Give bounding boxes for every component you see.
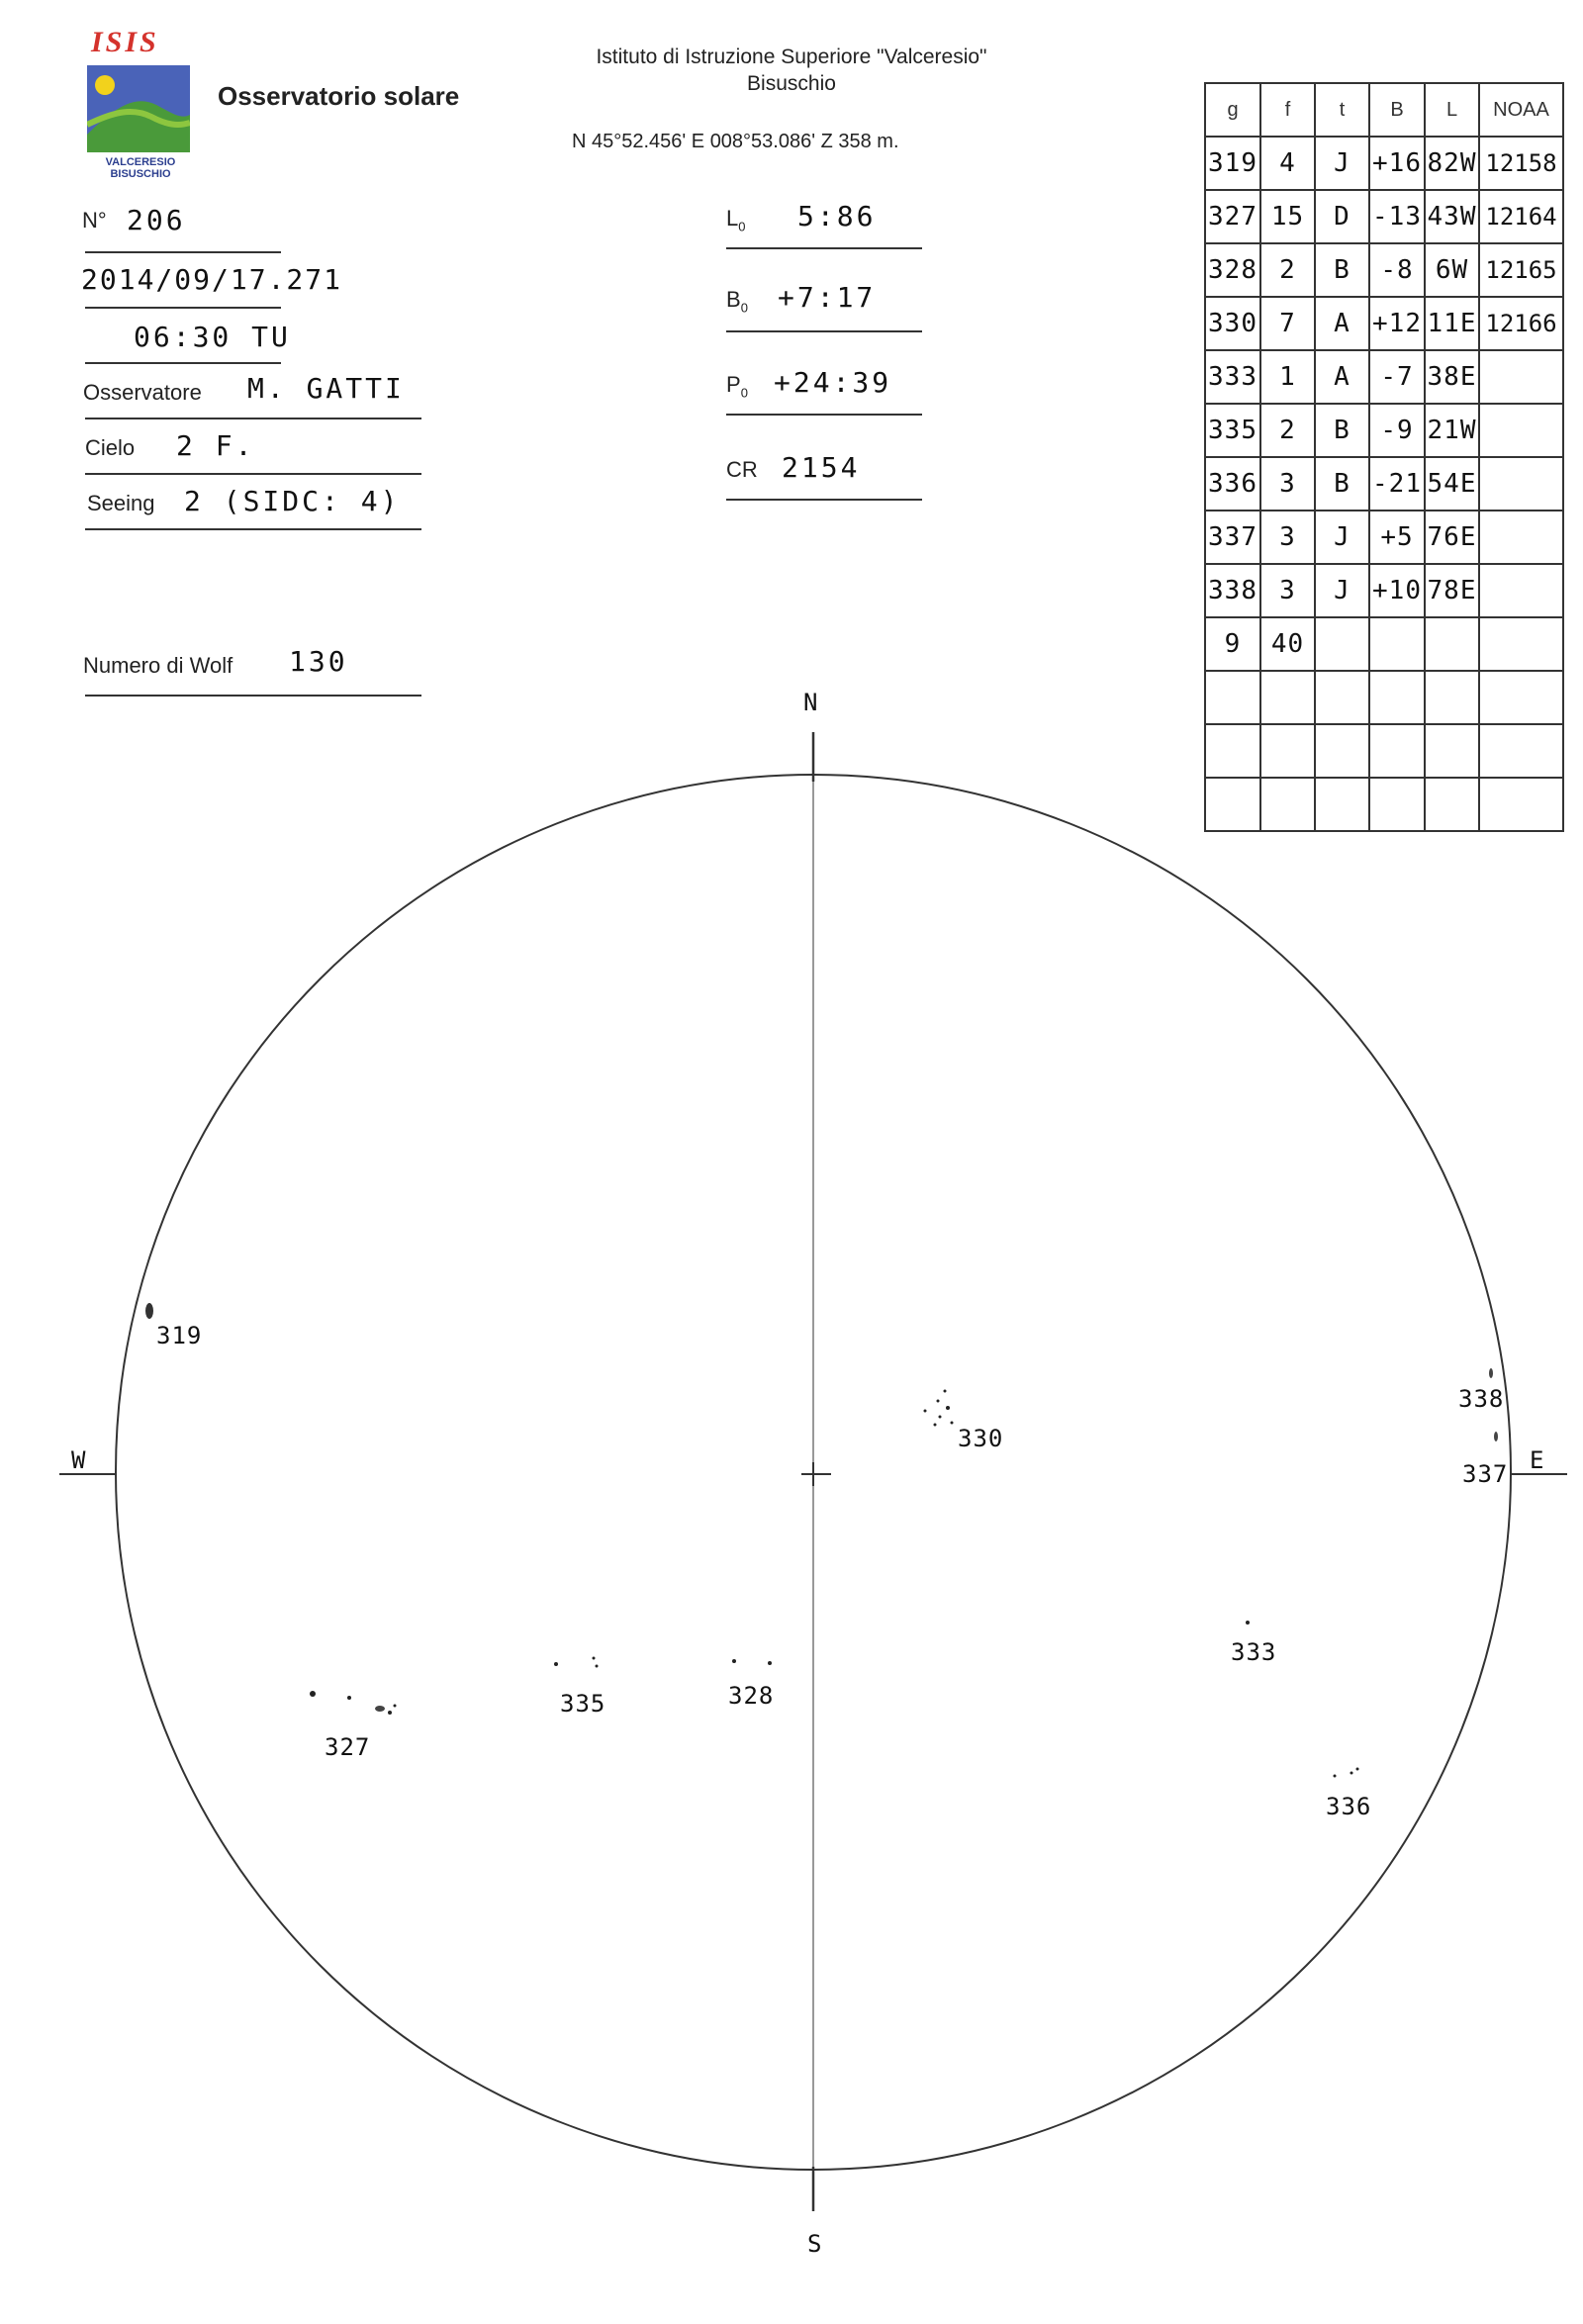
table-cell-g: 336 — [1205, 457, 1260, 511]
table-cell-f: 2 — [1260, 243, 1315, 297]
west-label: W — [71, 1446, 86, 1474]
logo-wordmark: ISIS — [91, 26, 159, 58]
north-label: N — [803, 689, 818, 716]
table-cell-b: -21 — [1369, 457, 1425, 511]
spot-330-c — [946, 1406, 950, 1410]
table-cell-l: 21W — [1425, 404, 1479, 457]
table-header-g: g — [1205, 83, 1260, 137]
spot-327-e — [394, 1705, 397, 1708]
b0-value: +7:17 — [778, 281, 877, 314]
table-cell-t: J — [1315, 511, 1369, 564]
cr-label: CR — [726, 457, 758, 482]
p0-label: $P_0$ — [726, 372, 748, 401]
table-cell-t: D — [1315, 190, 1369, 243]
spot-335-a — [554, 1662, 558, 1666]
table-cell-b: +16 — [1369, 137, 1425, 190]
spot-335-b — [593, 1657, 596, 1660]
observer-value: M. GATTI — [247, 372, 405, 405]
table-cell-l: 76E — [1425, 511, 1479, 564]
south-label: S — [807, 2230, 822, 2258]
spot-328-b — [768, 1661, 772, 1665]
table-cell-f: 40 — [1260, 617, 1315, 671]
wolf-label: Numero di Wolf — [83, 653, 233, 678]
table-cell-t: J — [1315, 137, 1369, 190]
l0-value: 5:86 — [797, 200, 877, 232]
table-cell-f: 7 — [1260, 297, 1315, 350]
seeing-value: 2 (SIDC: 4) — [184, 485, 401, 517]
cr-value: 2154 — [782, 451, 861, 484]
table-cell-f: 3 — [1260, 457, 1315, 511]
spot-336-b — [1350, 1772, 1353, 1775]
page-title: Osservatorio solare — [218, 81, 460, 111]
sky-value: 2 F. — [176, 429, 255, 462]
spot-330-g — [934, 1424, 937, 1427]
table-cell-t: B — [1315, 404, 1369, 457]
spot-338 — [1489, 1368, 1493, 1378]
table-cell-f: 4 — [1260, 137, 1315, 190]
spot-327-c — [375, 1706, 385, 1712]
table-cell-f: 2 — [1260, 404, 1315, 457]
table-cell-f: 1 — [1260, 350, 1315, 404]
group-label-333: 333 — [1231, 1638, 1277, 1666]
table-cell-g: 9 — [1205, 617, 1260, 671]
spot-327-a — [310, 1691, 316, 1697]
number-value: 206 — [127, 204, 186, 236]
observatory-coordinates: N 45°52.456' E 008°53.086' Z 358 m. — [572, 131, 899, 152]
table-cell-l: 43W — [1425, 190, 1479, 243]
table-cell-b: -13 — [1369, 190, 1425, 243]
table-cell-b: +5 — [1369, 511, 1425, 564]
table-cell-t: A — [1315, 350, 1369, 404]
institute-line1: Istituto di Istruzione Superiore "Valceresio" — [596, 46, 987, 68]
table-cell-b: -8 — [1369, 243, 1425, 297]
group-label-335: 335 — [560, 1690, 606, 1718]
table-cell-g: 319 — [1205, 137, 1260, 190]
spot-336-c — [1356, 1768, 1359, 1771]
table-cell-f: 3 — [1260, 511, 1315, 564]
spot-336-a — [1334, 1775, 1337, 1778]
spot-333 — [1246, 1621, 1250, 1625]
table-cell-f: 3 — [1260, 564, 1315, 617]
table-cell-b: -7 — [1369, 350, 1425, 404]
spot-327-d — [388, 1711, 392, 1715]
spot-337 — [1494, 1432, 1498, 1441]
group-label-319: 319 — [156, 1322, 203, 1349]
group-label-328: 328 — [728, 1682, 775, 1710]
table-cell-g: 333 — [1205, 350, 1260, 404]
group-label-327: 327 — [325, 1733, 371, 1761]
table-cell-l: 38E — [1425, 350, 1479, 404]
table-header-noaa: NOAA — [1479, 83, 1563, 137]
table-cell-g: 327 — [1205, 190, 1260, 243]
group-label-338: 338 — [1458, 1385, 1505, 1413]
spot-330-b — [937, 1400, 940, 1403]
wolf-value: 130 — [289, 645, 348, 678]
observer-label: Osservatore — [83, 380, 202, 405]
spot-335-c — [596, 1665, 599, 1668]
table-cell-g: 330 — [1205, 297, 1260, 350]
spot-330-f — [951, 1422, 954, 1425]
east-label: E — [1530, 1446, 1544, 1474]
table-cell-f: 15 — [1260, 190, 1315, 243]
table-cell-l: 54E — [1425, 457, 1479, 511]
table-cell-t: B — [1315, 243, 1369, 297]
p0-value: +24:39 — [774, 366, 892, 399]
group-label-337: 337 — [1462, 1460, 1509, 1488]
sky-label: Cielo — [85, 435, 136, 460]
seeing-label: Seeing — [87, 491, 155, 515]
table-cell-noaa: 12166 — [1479, 297, 1563, 350]
spot-330-d — [924, 1410, 927, 1413]
table-cell-g: 335 — [1205, 404, 1260, 457]
table-header-l: L — [1425, 83, 1479, 137]
table-cell-b: +10 — [1369, 564, 1425, 617]
table-cell-noaa: 12165 — [1479, 243, 1563, 297]
table-cell-b: -9 — [1369, 404, 1425, 457]
table-cell-l: 82W — [1425, 137, 1479, 190]
table-header-t: t — [1315, 83, 1369, 137]
b0-label: $B_0$ — [726, 287, 748, 316]
spot-330-a — [944, 1390, 947, 1393]
date-value: 2014/09/17.271 — [81, 263, 343, 296]
group-label-330: 330 — [958, 1425, 1004, 1452]
institute-line2: Bisuschio — [747, 72, 836, 95]
table-cell-noaa: 12158 — [1479, 137, 1563, 190]
table-header-b: B — [1369, 83, 1425, 137]
spot-327-b — [347, 1696, 351, 1700]
spot-319 — [145, 1303, 153, 1319]
table-cell-g: 328 — [1205, 243, 1260, 297]
table-cell-t: J — [1315, 564, 1369, 617]
logo-subtitle-line1: VALCERESIO — [105, 156, 176, 168]
group-label-336: 336 — [1326, 1793, 1372, 1820]
number-label: N° — [82, 208, 107, 232]
table-header-f: f — [1260, 83, 1315, 137]
table-cell-g: 338 — [1205, 564, 1260, 617]
l0-label: $L_0$ — [726, 206, 746, 234]
spot-328-a — [732, 1659, 736, 1663]
table-cell-g: 337 — [1205, 511, 1260, 564]
logo-subtitle-line2: BISUSCHIO — [110, 168, 171, 180]
table-cell-t: B — [1315, 457, 1369, 511]
spot-330-e — [939, 1416, 942, 1419]
table-cell-b: +12 — [1369, 297, 1425, 350]
table-cell-l: 11E — [1425, 297, 1479, 350]
time-value: 06:30 TU — [134, 321, 291, 353]
table-cell-l: 6W — [1425, 243, 1479, 297]
table-cell-t: A — [1315, 297, 1369, 350]
table-cell-l: 78E — [1425, 564, 1479, 617]
table-cell-noaa: 12164 — [1479, 190, 1563, 243]
